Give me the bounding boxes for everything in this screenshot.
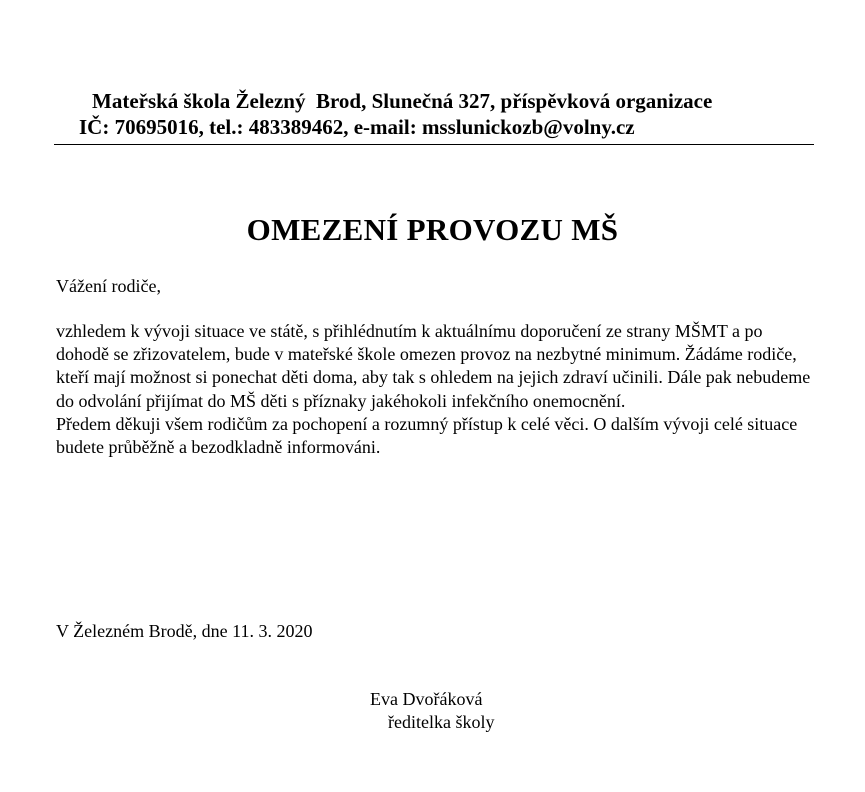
date-line: V Železném Brodě, dne 11. 3. 2020 bbox=[56, 621, 313, 641]
paragraph-thanks: Předem děkuji všem rodičům za pochopení a rozumný přístup k celé věci. O dalším vývoji celé situace budete průběžně a bezodkladně informováni. bbox=[56, 413, 798, 458]
paragraph-notice: vzhledem k vývoji situace ve státě, s přihlédnutím k aktuálnímu doporučení ze strany MŠMT a po dohodě se zřizovatelem, bude v mateřské škole omezen provoz na nezbytné minimum. Žádáme rodiče, kteří mají možnost si ponechat děti doma, aby tak s ohledem na jejich zdraví učinili. Dále pak nebudeme do odvolání přijímat do MŠ děti s příznaky jakéhokoli infekčního onemocnění. bbox=[56, 321, 811, 411]
signature-role: ředitelka školy bbox=[388, 712, 495, 732]
document-title: OMEZENÍ PROVOZU MŠ bbox=[246, 212, 619, 247]
signature-block bbox=[370, 688, 494, 734]
signature-name: Eva Dvořáková bbox=[370, 689, 483, 709]
letterhead bbox=[54, 86, 814, 145]
letterhead-school-name: Mateřská škola Železný Brod, Slunečná 327, příspěvková organizace bbox=[92, 89, 713, 113]
salutation: Vážení rodiče, bbox=[56, 276, 161, 296]
body-text bbox=[56, 320, 816, 459]
letterhead-contact-info: IČ: 70695016, tel.: 483389462, e-mail: msslunickozb@volny.cz bbox=[79, 115, 635, 139]
